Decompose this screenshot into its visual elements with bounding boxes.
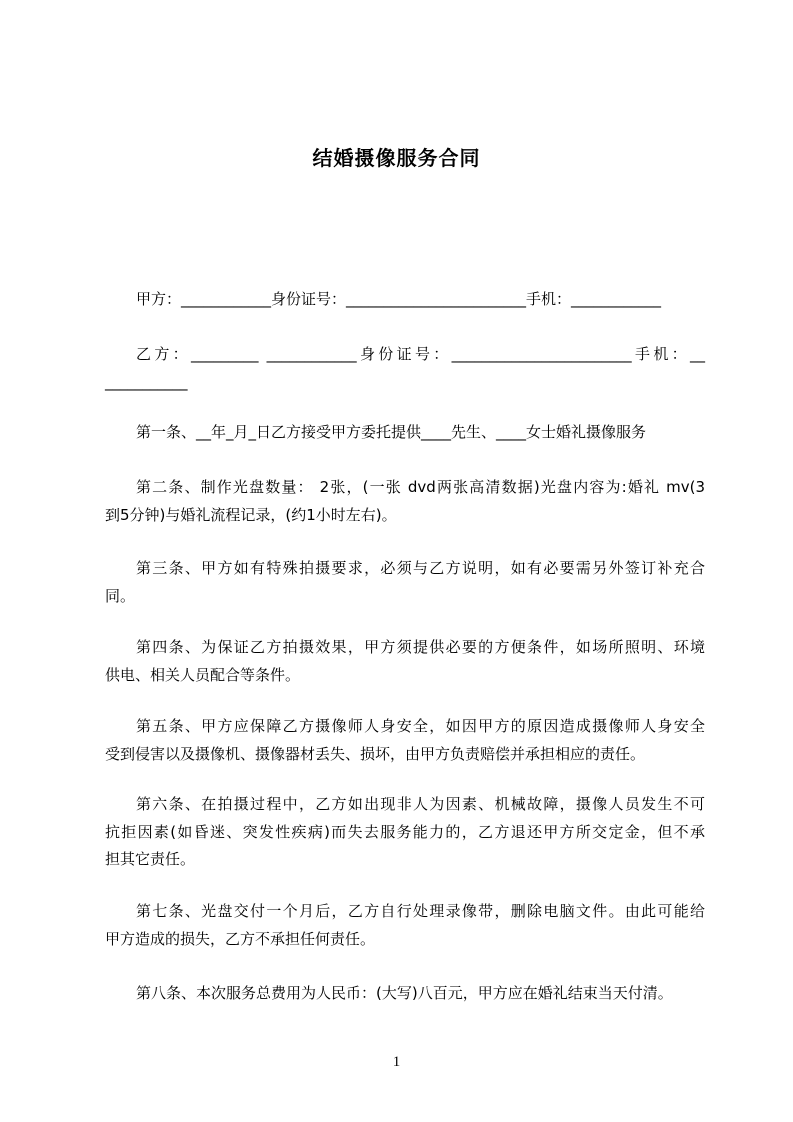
document-title: 结婚摄像服务合同 [312, 146, 481, 170]
paragraph-line: 担其它责任。 [105, 850, 196, 868]
paragraph-line: 受到侵害以及摄像机、摄像器材丢失、损坏，由甲方负责赔偿并承担相应的责任。 [105, 744, 646, 763]
paragraph-line: ___________ [105, 372, 188, 391]
paragraph-line: 第一条、__年_月_日乙方接受甲方委托提供____先生、____女士婚礼摄像服务 [136, 423, 647, 441]
article-1 [105, 419, 705, 447]
page-number: 1 [392, 1054, 401, 1070]
article-2 [105, 474, 705, 529]
article-7 [105, 898, 705, 953]
paragraph-line: 甲方造成的损失，乙方不承担任何责任。 [105, 929, 376, 948]
paragraph-line: 乙方：_________ ____________身份证号：________________________手机：__ [136, 345, 705, 363]
paragraph-line: 第七条、光盘交付一个月后，乙方自行处理录像带，删除电脑文件。由此可能给 [136, 902, 705, 920]
paragraph-line: 同。 [105, 586, 136, 605]
paragraph-line: 第八条、本次服务总费用为人民币：(大写)八百元，甲方应在婚礼结束当天付清。 [136, 984, 673, 1002]
party-b-line [105, 341, 705, 396]
article-4 [105, 634, 705, 689]
article-3 [105, 555, 705, 610]
paragraph-line: 第四条、为保证乙方拍摄效果，甲方须提供必要的方便条件，如场所照明、环境 [136, 638, 705, 656]
paragraph-line: 第五条、甲方应保障乙方摄像师人身安全，如因甲方的原因造成摄像师人身安全 [136, 717, 705, 735]
article-5 [105, 713, 705, 768]
paragraph-line: 第三条、甲方如有特殊拍摄要求，必须与乙方说明，如有必要需另外签订补充合 [136, 559, 705, 577]
article-8 [105, 980, 705, 1008]
article-6 [105, 791, 705, 874]
paragraph-line: 供电、相关人员配合等条件。 [105, 665, 301, 684]
party-a-line [105, 286, 705, 314]
paragraph-line: 第二条、制作光盘数量： 2张，(一张 dvd两张高清数据)光盘内容为:婚礼 mv(3 [136, 478, 705, 496]
paragraph-line: 甲方：____________身份证号：________________________手机：____________ [136, 290, 662, 308]
paragraph-line: 到5分钟)与婚礼流程记录，(约1小时左右)。 [105, 505, 397, 524]
paragraph-line: 第六条、在拍摄过程中，乙方如出现非人为因素、机械故障，摄像人员发生不可 [136, 795, 705, 813]
paragraph-line: 抗拒因素(如昏迷、突发性疾病)而失去服务能力的，乙方退还甲方所交定金，但不承 [105, 822, 705, 841]
